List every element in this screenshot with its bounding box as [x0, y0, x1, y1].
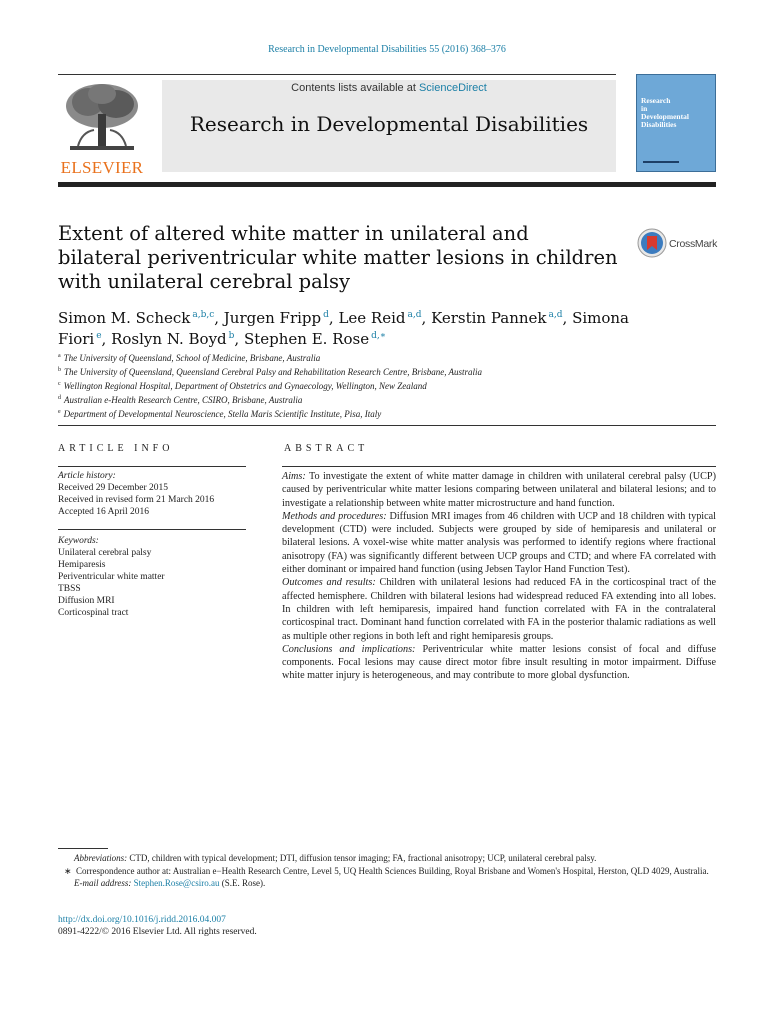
author[interactable]: Roslyn N. Boyd $^b$	[111, 330, 235, 348]
abstract-section: Outcomes and results: Children with unilateral lesions had reduced FA in the corticospinal tract of the affected hemisphere. Children with bilateral lesions had widespread reduced FA extending into all lobes. In children with left hemiparesis, impaired hand function correlated with FA in the contralateral corticospinal tract. Dominant hand function correlated with FA in the posterior thalamic radiations as well as multiple other regions in both left and right hemiparesis groups.	[282, 577, 716, 642]
sciencedirect-link[interactable]: ScienceDirect	[418, 82, 487, 94]
abstract-divider	[282, 466, 716, 467]
top-divider	[58, 74, 616, 75]
keywords	[58, 535, 246, 619]
affiliation: $^d$ Australian e-Health Research Centre, CSIRO, Brisbane, Australia	[58, 395, 303, 405]
affiliations	[58, 350, 718, 420]
cover-bar	[643, 161, 679, 163]
keyword: Periventricular white matter	[58, 572, 165, 582]
elsevier-wordmark: ELSEVIER	[60, 158, 144, 177]
cover-title	[641, 97, 713, 129]
author[interactable]: Jurgen Fripp $^d$	[223, 309, 329, 327]
abstract-section: Conclusions and implications: Periventricular white matter lesions consist of focal and diffuse components. Focal lesions may cause direct motor fibre insult resulting in motor impairment. Diffuse white matter injury is heterogeneous, and may contribute to more global dysfunction.	[282, 643, 717, 682]
article-info-divider	[58, 466, 246, 467]
doi-link[interactable]: http://dx.doi.org/10.1016/j.ridd.2016.04.007	[58, 915, 226, 925]
author[interactable]: Simona Fiori $^e$	[58, 309, 629, 348]
footnote-divider	[58, 848, 108, 849]
keyword: Diffusion MRI	[58, 596, 115, 606]
journal-cover-thumbnail[interactable]	[636, 74, 716, 172]
email-footnote: E-mail address: Stephen.Rose@csiro.au (S.E. Rose).	[74, 878, 266, 888]
abstract-body	[282, 470, 716, 683]
keyword: Unilateral cerebral palsy	[58, 548, 152, 558]
abstract-heading: ABSTRACT	[284, 443, 369, 454]
cover-line: in	[641, 104, 648, 113]
keywords-label: Keywords:	[58, 536, 99, 546]
footnotes	[58, 852, 718, 890]
history-item: Received 29 December 2015	[58, 483, 168, 493]
keyword: Corticospinal tract	[58, 608, 129, 618]
cover-line: Disabilities	[641, 120, 677, 129]
contents-prefix: Contents lists available at	[291, 82, 419, 94]
keyword: Hemiparesis	[58, 560, 106, 570]
history-item: Received in revised form 21 March 2016	[58, 495, 215, 505]
history-label: Article history:	[58, 471, 116, 481]
affiliation: $^e$ Department of Developmental Neuroscience, Stella Maris Scientific Institute, Pisa, Italy	[58, 409, 382, 419]
history-item: Accepted 16 April 2016	[58, 507, 150, 517]
info-divider	[58, 425, 716, 426]
author[interactable]: Stephen E. Rose $^{d,∗}$	[243, 330, 386, 348]
author[interactable]: Simon M. Scheck $^{a,b,c}$	[58, 309, 215, 327]
cover-line: Developmental	[641, 112, 689, 121]
author[interactable]: Kerstin Pannek $^{a,d}$	[431, 309, 563, 327]
keywords-divider	[58, 529, 246, 530]
email-link[interactable]: Stephen.Rose@csiro.au	[133, 878, 220, 888]
article-title: Extent of altered white matter in unilateral and bilateral periventricular white matter lesions in children with unilateral cerebral palsy	[58, 222, 618, 293]
contents-available-line	[162, 82, 616, 94]
correspondence-footnote: ∗ Correspondence author at: Australian e−Health Research Centre, Level 5, UQ Health Sciences Building, Royal Brisbane and Women's Hospital, Herston, QLD 4029, Australia.	[64, 865, 709, 876]
abstract-section: Aims: To investigate the extent of white matter damage in children with unilateral cerebral palsy (UCP) caused by periventricular white matter lesions comparing between unilateral and bilateral lesions; and to investigate a relationship between white matter microstructure and hand function.	[282, 471, 716, 509]
affiliation: $^b$ The University of Queensland, Queensland Cerebral Palsy and Rehabilitation Research Centre, Brisbane, Australia	[58, 367, 483, 377]
affiliation: $^a$ The University of Queensland, School of Medicine, Brisbane, Australia	[58, 353, 321, 363]
keyword: TBSS	[58, 584, 81, 594]
article-info-heading: ARTICLE INFO	[58, 443, 174, 454]
journal-reference[interactable]: Research in Developmental Disabilities 55 (2016) 368–376	[268, 44, 506, 55]
abbreviations-footnote: Abbreviations: CTD, children with typical development; DTI, diffusion tensor imaging; FA, fractional anisotropy; UCP, unilateral cerebral palsy.	[74, 853, 597, 863]
abstract-section: Methods and procedures: Diffusion MRI images from 46 children with UCP and 18 children with typical development (CTD) were included. Subjects were grouped by side of hemiparesis and unilateral or bilateral lesions. A voxel-wise white matter analysis was performed to identify regions where fractional anisotropy (FA) was significantly different between UCP groups and CTD; and where FA correlated with either dominant or impaired hand function (using Jebsen Taylor Hand Function Test).	[282, 510, 716, 576]
article-history	[58, 470, 246, 518]
author-list: Simon M. Scheck $^{a,b,c}$, Jurgen Fripp $^d$, Lee Reid $^{a,d}$, Kerstin Pannek $^{a,d}$, Simona Fiori $^e$, Roslyn N. Boyd $^b$, Stephen E. Rose $^{d,∗}$	[58, 309, 629, 348]
cover-line: Research	[641, 96, 671, 105]
affiliation: $^c$ Wellington Regional Hospital, Department of Obstetrics and Gynaecology, Wellington, New Zealand	[58, 381, 427, 391]
author[interactable]: Lee Reid $^{a,d}$	[338, 309, 422, 327]
copyright: 0891-4222/© 2016 Elsevier Ltd. All rights reserved.	[58, 927, 257, 937]
header-thick-divider	[58, 182, 716, 187]
journal-title: Research in Developmental Disabilities	[189, 112, 589, 136]
crossmark-label[interactable]: CrossMark	[669, 238, 718, 250]
